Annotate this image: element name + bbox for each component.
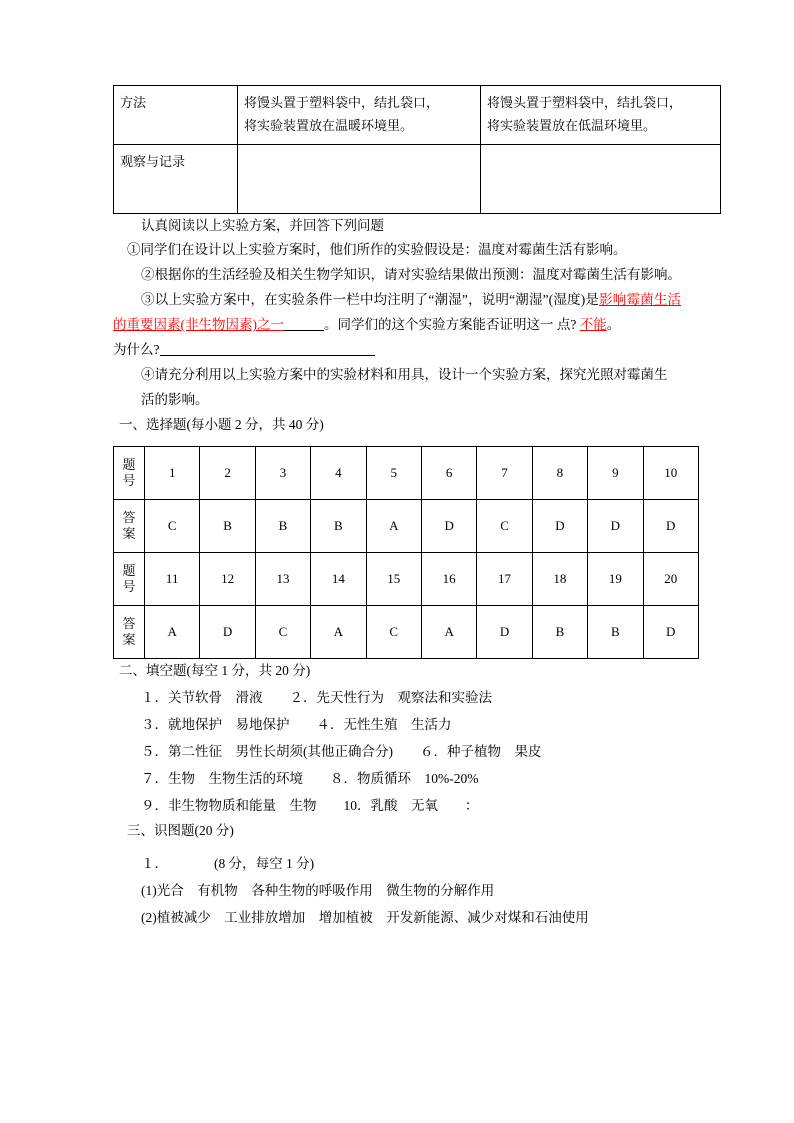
cell-number: 9 (588, 447, 643, 500)
cell-answer: D (200, 606, 255, 659)
cell-number: 14 (311, 553, 366, 606)
table-row (114, 606, 699, 659)
cell-answer: D (588, 500, 643, 553)
table-row (114, 500, 699, 553)
fill-answer-line: ７．生物 生物生活的环境 ８．物质循环 10%-20% (141, 771, 479, 787)
cell-number: 5 (366, 447, 421, 500)
cell-text-line: 将实验装置放在低温环境里。 (487, 117, 657, 133)
cell-number: 13 (255, 553, 310, 606)
cell-number: 2 (200, 447, 255, 500)
cell-answer: D (421, 500, 476, 553)
cell-number: 4 (311, 447, 366, 500)
cell-answer: B (255, 500, 310, 553)
identify-answer-line: (1)光合 有机物 各种生物的呼吸作用 微生物的分解作用 (141, 883, 495, 899)
identify-q1-label: １． (141, 856, 168, 872)
cell-answer: D (477, 606, 532, 659)
cell-number: 3 (255, 447, 310, 500)
blank-underline-long (160, 355, 375, 356)
section-heading-choice: 一、选择题(每小题 2 分，共 40 分) (119, 417, 324, 433)
experiment-table (113, 85, 721, 214)
row-label-number: 题号 (114, 447, 145, 500)
table-cell-method-cold (481, 86, 721, 145)
cell-answer: C (255, 606, 310, 659)
question-3-answer-1: 影响霉菌生活的重要因素(非生物因素)之一 (113, 292, 681, 333)
row-label-answer: 答案 (114, 606, 145, 659)
question-1: ①同学们在设计以上实验方案时，他们所作的实验假设是：温度对霉菌生活有影响。 (127, 242, 627, 258)
identify-answer-line: (2)植被减少 工业排放增加 增加植被 开发新能源、减少对煤和石油使用 (141, 910, 589, 926)
fill-answer-line: ９．非生物物质和能量 生物 10．乳酸 无氧 ： (141, 798, 479, 814)
cell-answer: B (532, 606, 587, 659)
section-heading-identify: 三、识图题(20 分) (127, 823, 234, 839)
cell-number: 8 (532, 447, 587, 500)
question-4-text-a: ④请充分利用以上实验方案中的实验材料和用具，设计一个实验方案，探究光照对霉菌生 (141, 367, 668, 383)
cell-number: 6 (421, 447, 476, 500)
cell-number: 15 (366, 553, 421, 606)
cell-text: 观察与记录 (120, 153, 186, 169)
cell-text-line: 将馒头置于塑料袋中，结扎袋口， (487, 95, 683, 110)
blank-underline (284, 330, 324, 331)
section-heading-fill: 二、填空题(每空 1 分，共 20 分) (119, 663, 311, 679)
cell-answer: A (421, 606, 476, 659)
cell-answer: C (477, 500, 532, 553)
document-content (113, 85, 681, 931)
cell-answer: D (643, 606, 698, 659)
table-cell-observe-cold (481, 144, 721, 213)
fill-answer-line: ３．就地保护 易地保护 ４．无性生殖 生活力 (141, 717, 452, 733)
question-3 (113, 288, 681, 338)
table-row (114, 553, 699, 606)
cell-answer: A (311, 606, 366, 659)
question-4-line2 (113, 388, 681, 413)
row-label-number: 题号 (114, 553, 145, 606)
cell-answer: A (145, 606, 200, 659)
table-row (114, 144, 721, 213)
cell-answer: B (588, 606, 643, 659)
table-cell-observe-label (114, 144, 238, 213)
cell-number: 11 (145, 553, 200, 606)
cell-text: 方法 (120, 95, 147, 110)
table-cell-observe-warm (238, 144, 481, 213)
fill-answer-line: ５．第二性征 男性长胡须(其他正确合分) ６．种子植物 果皮 (141, 744, 542, 760)
cell-text-line: 将馒头置于塑料袋中，结扎袋口， (244, 95, 440, 110)
question-3-followup (113, 338, 681, 363)
cell-number: 12 (200, 553, 255, 606)
table-cell-method-label (114, 86, 238, 145)
cell-answer: B (200, 500, 255, 553)
question-3-text-a: ③以上实验方案中，在实验条件一栏中均注明了“潮湿”，说明“潮湿”(湿度)是 (141, 292, 600, 308)
reading-instruction: 认真阅读以上实验方案，并回答下列问题 (141, 217, 384, 233)
cell-answer: B (311, 500, 366, 553)
answer-grid (113, 446, 699, 659)
identify-q1-score: (8 分，每空 1 分) (214, 856, 315, 872)
cell-number: 7 (477, 447, 532, 500)
cell-number: 16 (421, 553, 476, 606)
question-3-answer-2: 不能 (579, 317, 607, 333)
cell-text-line: 将实验装置放在温暖环境里。 (244, 117, 414, 133)
question-2: ②根据你的生活经验及相关生物学知识，请对实验结果做出预测：温度对霉菌生活有影响。 (141, 267, 681, 283)
row-label-answer: 答案 (114, 500, 145, 553)
identify-question-1-head (113, 850, 681, 877)
cell-number: 17 (477, 553, 532, 606)
question-3-text-b: 。同学们的这个实验方案能否证明这一 点? (324, 317, 577, 333)
cell-number: 10 (643, 447, 698, 500)
cell-number: 1 (145, 447, 200, 500)
cell-answer: D (532, 500, 587, 553)
cell-answer: C (366, 606, 421, 659)
cell-number: 20 (643, 553, 698, 606)
question-4 (113, 363, 681, 388)
cell-answer: A (366, 500, 421, 553)
question-4-text-b: 活的影响。 (141, 392, 209, 408)
question-3-text-d: 为什么? (113, 342, 160, 358)
question-3-text-c: 。 (606, 317, 621, 333)
cell-answer: D (643, 500, 698, 553)
cell-number: 19 (588, 553, 643, 606)
cell-number: 18 (532, 553, 587, 606)
table-cell-method-warm (238, 86, 481, 145)
table-row (114, 447, 699, 500)
table-row (114, 86, 721, 145)
cell-answer: C (145, 500, 200, 553)
fill-answer-line: １．关节软骨 滑液 ２．先天性行为 观察法和实验法 (141, 690, 492, 706)
